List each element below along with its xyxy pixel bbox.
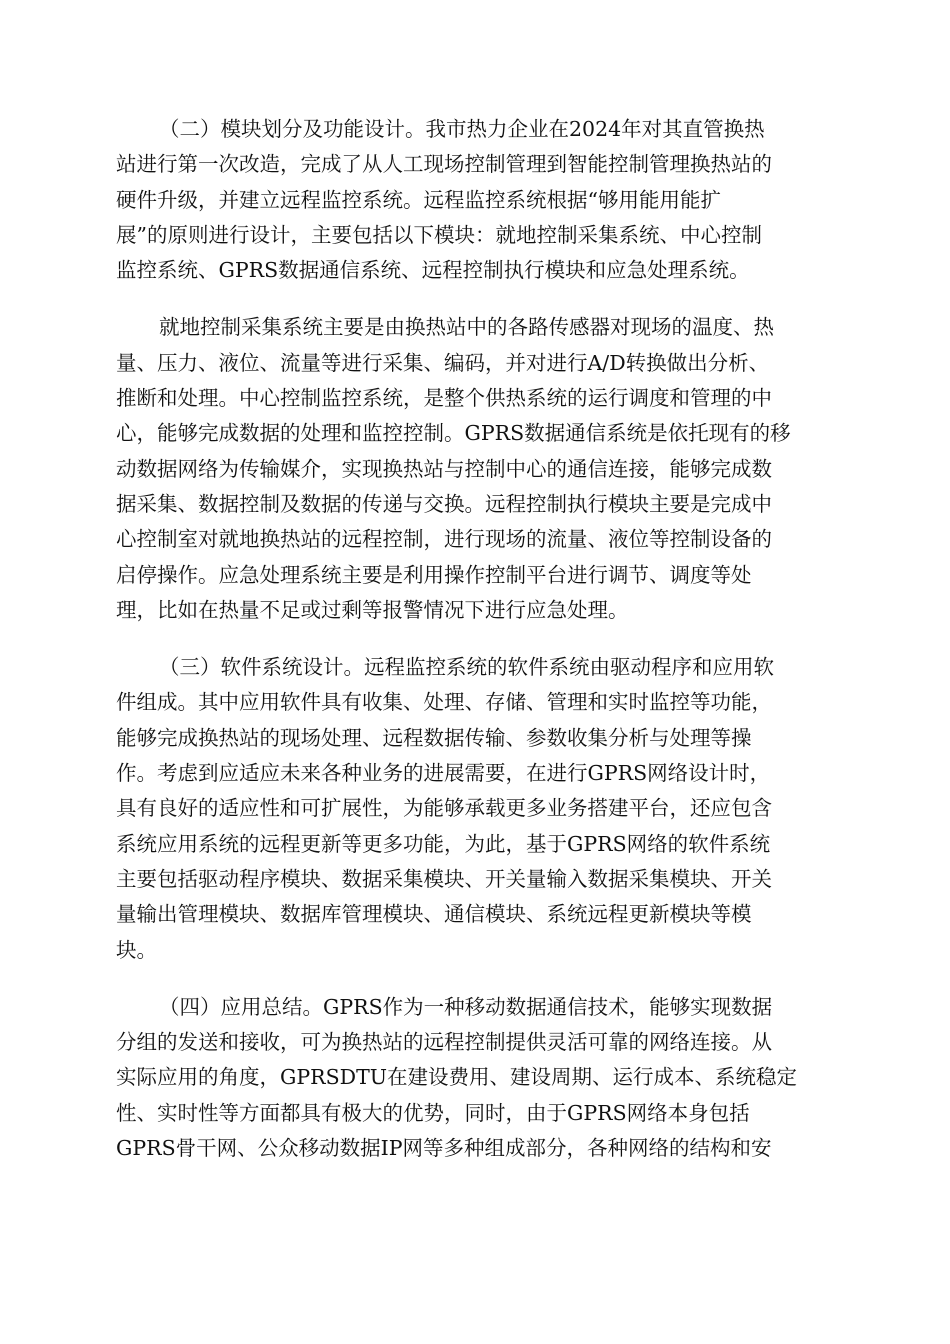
text-line: 心，能够完成数据的处理和监控控制。GPRS数据通信系统是依托现有的移	[116, 421, 791, 446]
text-line: 分组的发送和接收，可为换热站的远程控制提供灵活可靠的网络连接。从	[116, 1030, 772, 1055]
text-line: 推断和处理。中心控制监控系统，是整个供热系统的运行调度和管理的中	[116, 386, 772, 411]
text-line: 理，比如在热量不足或过剩等报警情况下进行应急处理。	[116, 597, 629, 622]
text-line: 具有良好的适应性和可扩展性，为能够承载更多业务搭建平台，还应包含	[116, 796, 772, 821]
paragraph-local-control	[116, 310, 836, 628]
text-line: 件组成。其中应用软件具有收集、处理、存储、管理和实时监控等功能，	[116, 690, 772, 715]
text-line: 性、实时性等方面都具有极大的优势，同时，由于GPRS网络本身包括	[116, 1100, 750, 1125]
text-line: 启停操作。应急处理系统主要是利用操作控制平台进行调节、调度等处	[116, 562, 752, 587]
text-line: 心控制室对就地换热站的远程控制，进行现场的流量、液位等控制设备的	[116, 527, 772, 552]
paragraph-software-design	[116, 650, 836, 968]
text-line: （三）软件系统设计。远程监控系统的软件系统由驱动程序和应用软	[159, 655, 774, 680]
text-line: （四）应用总结。GPRS作为一种移动数据通信技术，能够实现数据	[159, 994, 773, 1019]
text-line: 展”的原则进行设计，主要包括以下模块：就地控制采集系统、中心控制	[116, 222, 762, 247]
text-line: 作。考虑到应适应未来各种业务的进展需要，在进行GPRS网络设计时，	[116, 761, 771, 786]
text-line: （二）模块划分及功能设计。我市热力企业在2024年对其直管换热	[159, 117, 765, 141]
paragraph-application-summary	[116, 990, 836, 1166]
text-line: 监控系统、GPRS数据通信系统、远程控制执行模块和应急处理系统。	[116, 258, 750, 283]
text-line: 主要包括驱动程序模块、数据采集模块、开关量输入数据采集模块、开关	[116, 866, 772, 891]
text-line: 块。	[116, 937, 157, 962]
text-line: 据采集、数据控制及数据的传递与交换。远程控制执行模块主要是完成中	[116, 491, 772, 516]
text-line: 能够完成换热站的现场处理、远程数据传输、参数收集分析与处理等操	[116, 725, 752, 750]
text-line: 系统应用系统的远程更新等更多功能，为此，基于GPRS网络的软件系统	[116, 831, 771, 856]
text-line: 动数据网络为传输媒介，实现换热站与控制中心的通信连接，能够完成数	[116, 456, 772, 481]
document-page	[116, 112, 836, 1188]
text-line: 就地控制采集系统主要是由换热站中的各路传感器对现场的温度、热	[159, 315, 774, 340]
text-line: GPRS骨干网、公众移动数据IP网等多种组成部分，各种网络的结构和安	[116, 1136, 772, 1161]
text-line: 实际应用的角度，GPRSDTU在建设费用、建设周期、运行成本、系统稳定	[116, 1065, 798, 1090]
text-line: 硬件升级，并建立远程监控系统。远程监控系统根据“够用能用能扩	[116, 187, 721, 212]
text-line: 量输出管理模块、数据库管理模块、通信模块、系统远程更新模块等模	[116, 902, 752, 927]
text-line: 站进行第一次改造，完成了从人工现场控制管理到智能控制管理换热站的	[116, 152, 772, 177]
paragraph-module-design	[116, 112, 836, 288]
text-line: 量、压力、液位、流量等进行采集、编码，并对进行A/D转换做出分析、	[116, 350, 770, 375]
